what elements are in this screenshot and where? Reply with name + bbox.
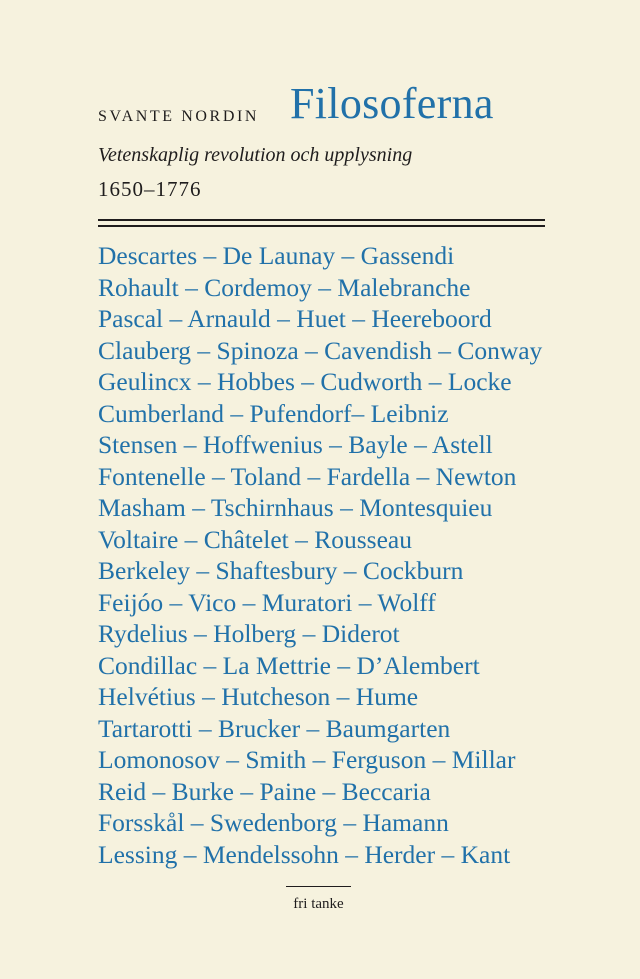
- philosopher-line: Voltaire – Châtelet – Rousseau: [98, 524, 412, 554]
- philosopher-line: Descartes – De Launay – Gassendi: [98, 241, 455, 270]
- philosopher-list: [98, 240, 542, 870]
- philosopher-line: Fontenelle – Toland – Fardella – Newton: [98, 461, 517, 491]
- publisher-rule: [286, 886, 351, 887]
- philosopher-line: Reid – Burke – Paine – Beccaria: [98, 776, 431, 806]
- book-title: Filosoferna: [290, 79, 494, 128]
- book-subtitle: Vetenskaplig revolution och upplysning: [98, 144, 413, 166]
- publisher-name: fri tanke: [293, 896, 344, 912]
- philosopher-line: Rohault – Cordemoy – Malebranche: [98, 272, 471, 302]
- philosopher-line: Cumberland – Pufendorf– Leibniz: [98, 398, 449, 428]
- philosopher-line: Stensen – Hoffwenius – Bayle – Astell: [98, 430, 493, 459]
- philosopher-line: Masham – Tschirnhaus – Montesquieu: [98, 493, 493, 522]
- philosopher-line: Pascal – Arnauld – Huet – Heereboord: [98, 304, 492, 333]
- divider-rule-top: [98, 219, 545, 221]
- philosopher-line: Condillac – La Mettrie – D’Alembert: [98, 650, 480, 680]
- author-name: SVANTE NORDIN: [98, 108, 260, 125]
- philosopher-line: Lomonosov – Smith – Ferguson – Millar: [98, 745, 516, 774]
- philosopher-line: Geulincx – Hobbes – Cudworth – Locke: [98, 367, 512, 396]
- philosopher-line: Rydelius – Holberg – Diderot: [98, 619, 400, 648]
- philosopher-line: Tartarotti – Brucker – Baumgarten: [98, 713, 451, 743]
- year-range: 1650–1776: [98, 177, 202, 201]
- philosopher-line: Feijóo – Vico – Muratori – Wolff: [98, 587, 436, 617]
- philosopher-line: Helvétius – Hutcheson – Hume: [98, 682, 419, 711]
- philosopher-line: Clauberg – Spinoza – Cavendish – Conway: [98, 335, 543, 365]
- divider-rule-bottom: [98, 225, 545, 227]
- philosopher-line: Forsskål – Swedenborg – Hamann: [98, 808, 449, 837]
- philosopher-line: Berkeley – Shaftesbury – Cockburn: [98, 556, 464, 585]
- philosopher-line: Lessing – Mendelssohn – Herder – Kant: [98, 839, 511, 869]
